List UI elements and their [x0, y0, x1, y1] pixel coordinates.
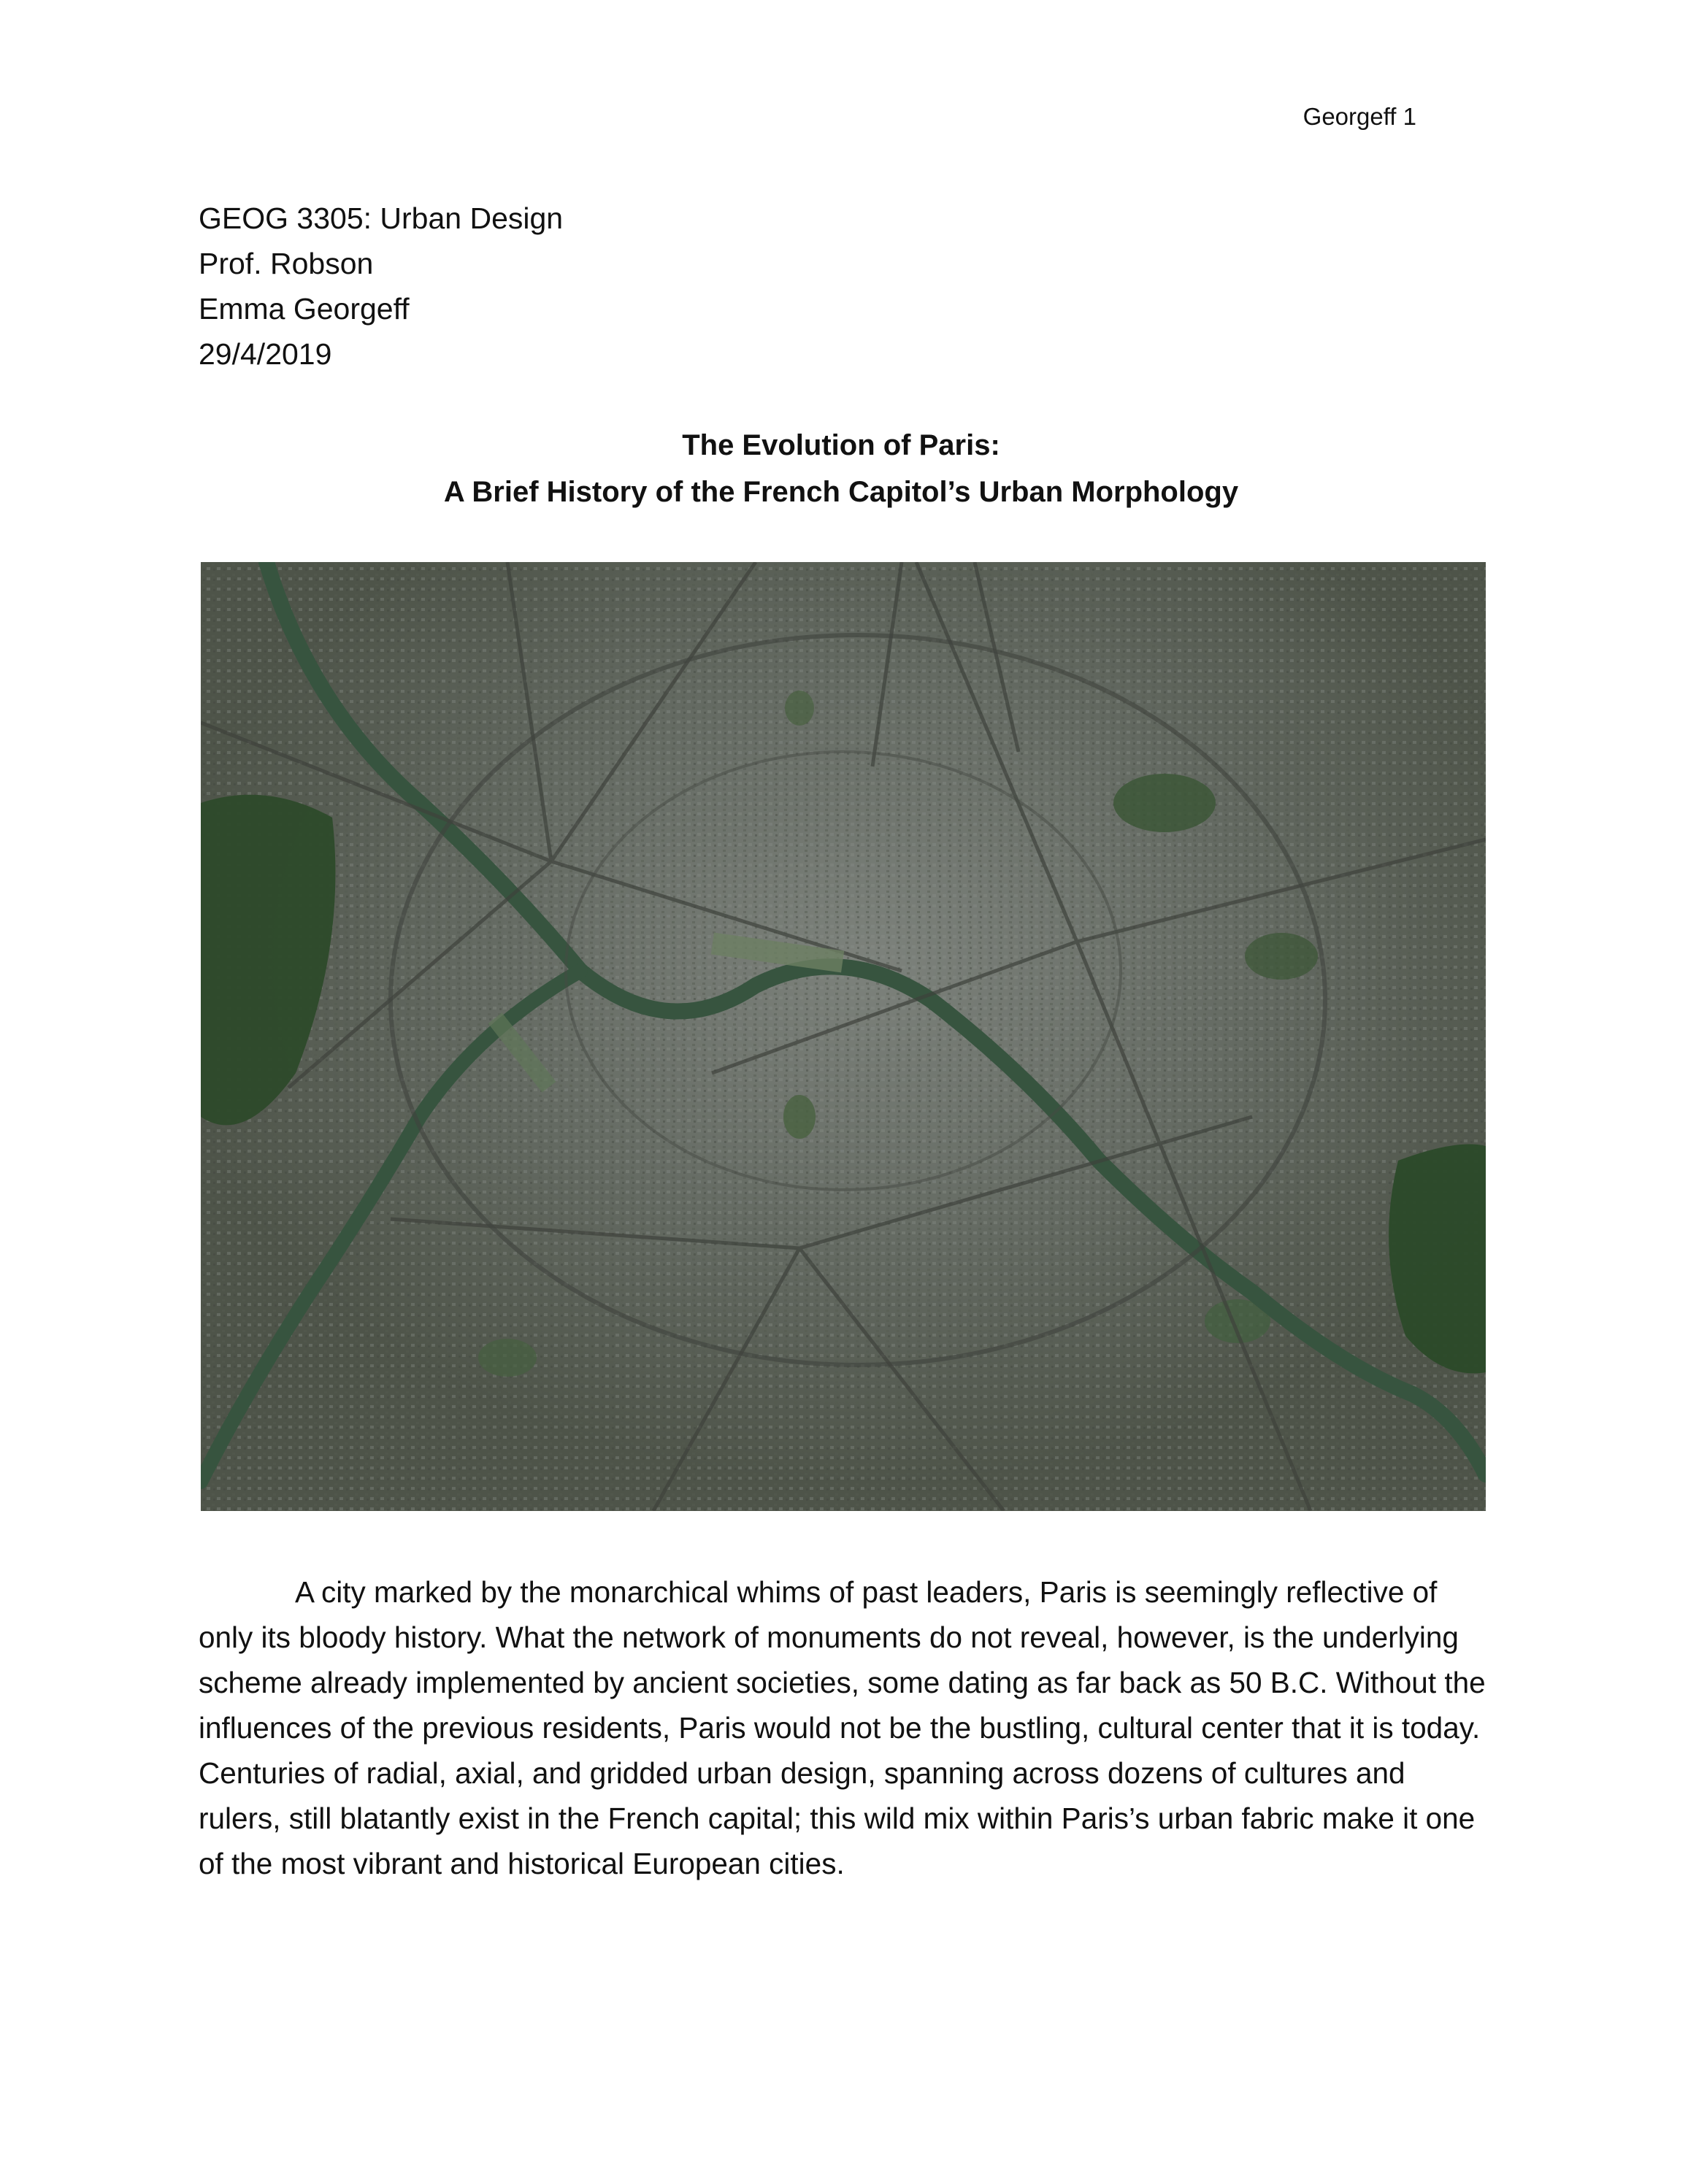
- satellite-map-graphic: [201, 562, 1486, 1511]
- running-header: Georgeff 1: [1303, 103, 1416, 130]
- title-line-1: The Evolution of Paris:: [682, 429, 1000, 461]
- course-line: GEOG 3305: Urban Design: [199, 201, 564, 235]
- body-paragraph: A city marked by the monarchical whims of past leaders, Paris is seemingly reflective of only its bloody history. What the network of monuments do not reveal, however, is the underlying scheme already implemented by ancient societies, some dating as far back as 50 B.C. Without the influences of the previous residents, Paris would not be the bustling, cultural center that it is today. Centuries of radial, axial, and gridded urban design, spanning across dozens of cultures and rulers, still blatantly exist in the French capital; this wild mix within Paris’s urban fabric make it one of the most vibrant and historical European cities.: [199, 1575, 1486, 1880]
- professor-line: Prof. Robson: [199, 247, 374, 280]
- author-line: Emma Georgeff: [199, 292, 410, 326]
- document-heading: [199, 196, 1075, 377]
- title-line-2: A Brief History of the French Capitol’s Urban Morphology: [443, 476, 1239, 508]
- date-line: 29/4/2019: [199, 337, 332, 371]
- paris-satellite-image: [201, 562, 1486, 1511]
- paper-title: [199, 422, 1484, 515]
